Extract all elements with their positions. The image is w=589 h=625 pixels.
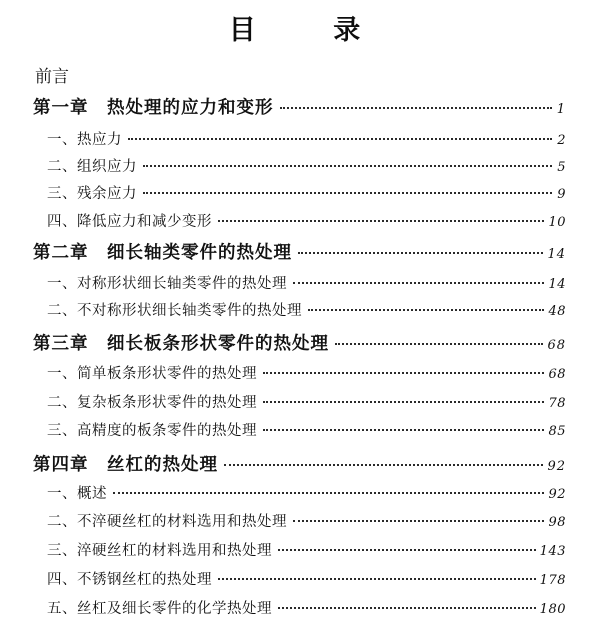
- toc-entry-label: 第一章 热处理的应力和变形: [33, 98, 274, 118]
- dot-leader: [280, 96, 553, 114]
- toc-page-number: 2: [557, 133, 566, 148]
- toc-entry-label: 五、丝杠及细长零件的化学热处理: [47, 601, 272, 617]
- toc-section-entry[interactable]: [47, 539, 566, 560]
- toc-section-entry[interactable]: [47, 391, 566, 412]
- toc-chapter-entry[interactable]: [33, 330, 566, 355]
- toc-entry-label: 二、不淬硬丝杠的材料选用和热处理: [47, 514, 287, 530]
- dot-leader: [263, 421, 544, 436]
- toc-entry-label: 二、复杂板条形状零件的热处理: [47, 395, 257, 411]
- toc-section-entry[interactable]: [47, 419, 566, 440]
- toc-page-number: 68: [547, 338, 566, 353]
- toc-page-number: 92: [547, 459, 566, 474]
- toc-section-entry[interactable]: [47, 155, 566, 176]
- toc-section-entry[interactable]: [47, 482, 566, 503]
- toc-page-number: 68: [548, 367, 566, 382]
- dot-leader: [143, 157, 552, 172]
- toc-entry-label: 一、概述: [47, 486, 107, 502]
- toc-entry-label: 三、高精度的板条零件的热处理: [47, 423, 257, 439]
- toc-page-number: 78: [548, 396, 566, 411]
- dot-leader: [224, 453, 543, 471]
- toc-entry-label: 四、不锈钢丝杠的热处理: [47, 572, 212, 588]
- toc-entry-label: 一、简单板条形状零件的热处理: [47, 366, 257, 382]
- toc-section-entry[interactable]: [47, 510, 566, 531]
- toc-page-number: 5: [557, 160, 566, 175]
- dot-leader: [143, 184, 552, 199]
- toc-entry-label: 第四章 丝杠的热处理: [33, 455, 218, 475]
- dot-leader: [278, 541, 536, 556]
- dot-leader: [335, 332, 543, 350]
- toc-page-number: 85: [548, 424, 566, 439]
- preface-entry[interactable]: 前言: [35, 67, 69, 87]
- toc-entry-label: 第二章 细长轴类零件的热处理: [33, 243, 292, 263]
- toc-section-entry[interactable]: [47, 272, 566, 293]
- dot-leader: [263, 364, 544, 379]
- toc-entry-label: 二、组织应力: [47, 159, 137, 175]
- toc-section-entry[interactable]: [47, 299, 566, 320]
- toc-chapter-entry[interactable]: [33, 239, 566, 264]
- toc-entry-label: 二、不对称形状细长轴类零件的热处理: [47, 303, 302, 319]
- toc-page-number: 14: [547, 247, 566, 262]
- toc-chapter-entry[interactable]: [33, 94, 566, 119]
- toc-entry-label: 第三章 细长板条形状零件的热处理: [33, 334, 329, 354]
- page-title: 目 录: [228, 15, 395, 46]
- toc-section-entry[interactable]: [47, 182, 566, 203]
- toc-section-entry[interactable]: [47, 128, 566, 149]
- toc-page-number: 14: [548, 277, 566, 292]
- toc-page-number: 10: [548, 215, 566, 230]
- toc-section-entry[interactable]: [47, 597, 566, 618]
- toc-entry-label: 三、淬硬丝杠的材料选用和热处理: [47, 543, 272, 559]
- toc-entry-label: 一、对称形状细长轴类零件的热处理: [47, 276, 287, 292]
- toc-entry-label: 四、降低应力和减少变形: [47, 214, 212, 230]
- dot-leader: [293, 274, 544, 289]
- dot-leader: [278, 599, 536, 614]
- toc-page-number: 98: [548, 515, 566, 530]
- toc-section-entry[interactable]: [47, 210, 566, 231]
- toc-page-number: 143: [539, 544, 566, 559]
- toc-page-number: 180: [539, 602, 566, 617]
- toc-section-entry[interactable]: [47, 362, 566, 383]
- toc-entry-label: 三、残余应力: [47, 186, 137, 202]
- toc-page-number: 48: [548, 304, 566, 319]
- dot-leader: [293, 512, 544, 527]
- dot-leader: [298, 241, 543, 259]
- dot-leader: [263, 393, 544, 408]
- dot-leader: [218, 570, 536, 585]
- toc-page-number: 178: [539, 573, 566, 588]
- toc-page-number: 9: [557, 187, 566, 202]
- toc-section-entry[interactable]: [47, 568, 566, 589]
- toc-entry-label: 一、热应力: [47, 132, 122, 148]
- dot-leader: [113, 484, 544, 499]
- toc-page-number: 1: [556, 102, 566, 117]
- dot-leader: [128, 130, 552, 145]
- toc-chapter-entry[interactable]: [33, 451, 566, 476]
- dot-leader: [218, 212, 544, 227]
- dot-leader: [308, 301, 544, 316]
- toc-page-number: 92: [548, 487, 566, 502]
